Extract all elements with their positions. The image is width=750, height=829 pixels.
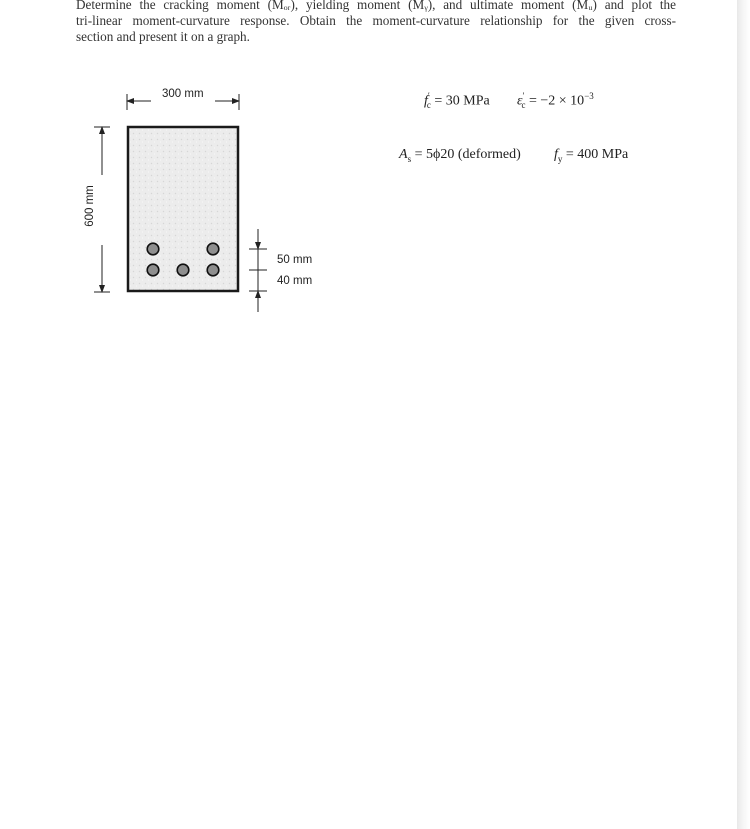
fy-equation: $f_y = 400$ MPa [554,147,629,164]
rebar [147,243,159,255]
fc-equation: $f'_c = 30$ MPa [424,91,490,111]
problem-line-3: section and present it on a graph. [76,29,250,44]
ec-equation: $\varepsilon'_c = -2 \times 10^{-3}$ [517,91,594,111]
problem-line-2: tri-linear moment-curvature response. Obtain the moment-curvature relationship for the given cross- [76,13,676,28]
rebar [147,264,159,276]
spacing-label-bottom: 40 mm [277,275,313,287]
height-label: 600 mm [84,185,96,227]
problem-line-1: Determine the cracking moment (Mₒᵣ), yielding moment (Mᵧ), and ultimate moment (Mᵤ) and plot the [76,0,676,12]
width-label: 300 mm [162,88,204,100]
rebar [177,264,189,276]
rebar [207,264,219,276]
rebar [207,243,219,255]
spacing-label-top: 50 mm [277,254,313,266]
as-equation: $A_s = 5\phi 20$ (deformed) [399,147,521,164]
